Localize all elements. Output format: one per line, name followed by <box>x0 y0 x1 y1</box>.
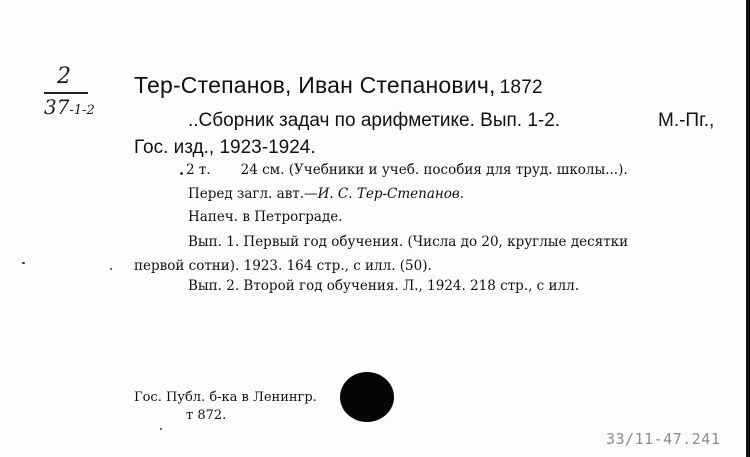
publication-place: М.-Пг., <box>658 110 715 131</box>
volume-2-line: Вып. 2. Второй год обучения. Л., 1924. 218 стр., с илл. <box>188 278 579 294</box>
shelf-mark-rule <box>44 92 88 94</box>
shelf-mark-denominator-number: 37 <box>44 95 70 119</box>
ink-speck <box>160 428 162 430</box>
ink-speck <box>22 262 25 264</box>
collation-line <box>186 162 628 178</box>
holding-code: т 872. <box>186 408 227 423</box>
publisher-line: Гос. изд., 1923-1924. <box>134 137 316 158</box>
author-birth-year: 1872 <box>499 77 543 98</box>
volume-1-line-2: первой сотни). 1923. 164 стр., с илл. (50). <box>134 258 432 274</box>
collation-volumes: 2 т. <box>186 162 211 178</box>
library-stamp-dot <box>340 372 394 422</box>
note-printed-place: Напеч. в Петрограде. <box>188 209 343 225</box>
shelf-mark <box>44 66 95 122</box>
collation-details: 24 см. (Учебники и учеб. пособия для труд. школы...). <box>240 162 628 178</box>
author-heading <box>134 72 543 99</box>
shelf-mark-denominator <box>44 96 95 122</box>
title-line-1: ..Сборник задач по арифметике. Вып. 1-2. <box>188 110 561 131</box>
shelf-mark-numerator: 2 <box>57 64 71 89</box>
card-edge <box>746 0 750 457</box>
accession-stamp: 33/11-47.241 <box>606 430 721 448</box>
author-name: Тер-Степанов, Иван Степанович, <box>134 72 496 98</box>
volume-1-line-1: Вып. 1. Первый год обучения. (Числа до 20, круглые десятки <box>188 234 629 250</box>
ink-speck <box>180 172 183 175</box>
note-before-title-prefix: Перед загл. авт.— <box>188 186 318 202</box>
note-before-title <box>188 186 464 202</box>
ink-speck <box>110 268 112 270</box>
shelf-mark-suffix: -1-2 <box>69 103 95 118</box>
note-before-title-author: И. С. Тер-Степанов. <box>317 186 465 202</box>
holding-library: Гос. Публ. б-ка в Ленингр. <box>134 390 317 405</box>
